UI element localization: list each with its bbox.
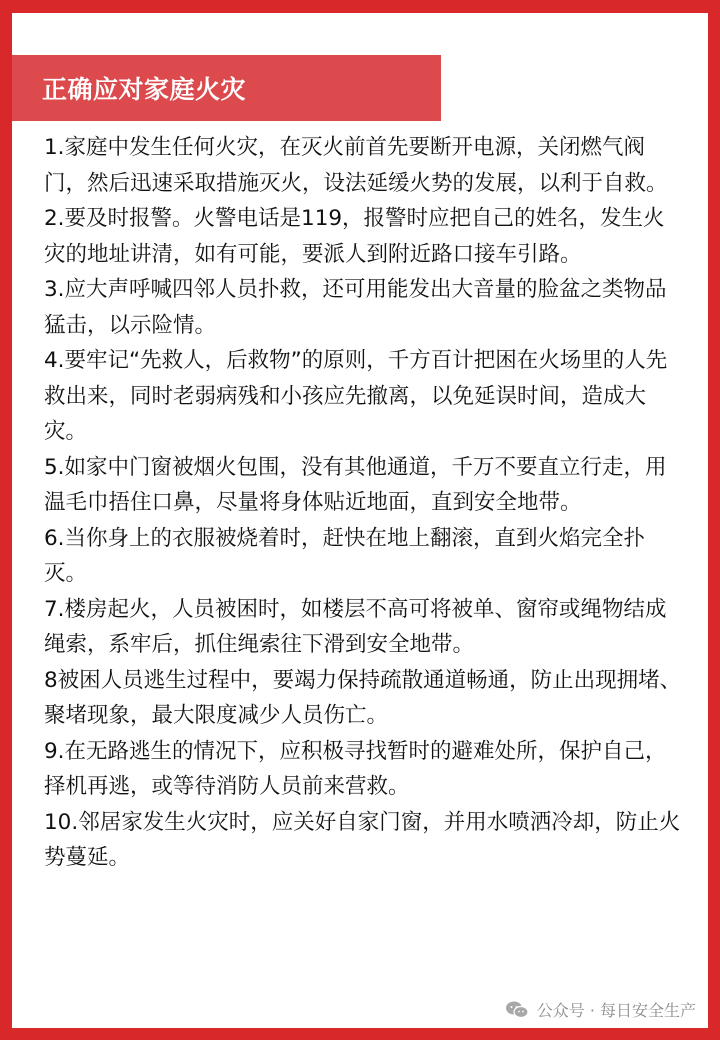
page-title: 正确应对家庭火灾 [42, 75, 247, 104]
title-banner [12, 55, 441, 121]
wechat-icon [505, 1000, 529, 1020]
watermark-text: 公众号 · 每日安全生产 [536, 1001, 696, 1020]
tip-item-3: 3.应大声呼喊四邻人员扑救，还可用能发出大音量的脸盆之类物品猛击，以示险情。 [44, 277, 667, 338]
watermark [505, 998, 696, 1021]
tip-item-6: 6.当你身上的衣服被烧着时，赶快在地上翻滚，直到火焰完全扑灭。 [44, 525, 646, 586]
tip-item-2: 2.要及时报警。火警电话是119，报警时应把自己的姓名，发生火灾的地址讲清，如有可能，要派人到附近路口接车引路。 [44, 206, 665, 267]
tip-item-8: 8被困人员逃生过程中，要竭力保持疏散通道畅通，防止出现拥堵、聚堵现象，最大限度减少人员伤亡。 [44, 667, 682, 728]
tip-item-10: 10.邻居家发生火灾时，应关好自家门窗，并用水喷洒冷却，防止火势蔓延。 [44, 809, 681, 870]
tip-item-4: 4.要牢记“先救人，后救物”的原则，千方百计把困在火场里的人先救出来，同时老弱病残和小孩应先撤离，以免延误时间，造成大灾。 [44, 348, 668, 444]
tip-item-5: 5.如家中门窗被烟火包围，没有其他通道，千万不要直立行走，用温毛巾捂住口鼻，尽量将身体贴近地面，直到安全地带。 [44, 454, 667, 515]
tip-item-7: 7.楼房起火，人员被困时，如楼层不高可将被单、窗帘或绳物结成绳索，系牢后，抓住绳索往下滑到安全地带。 [44, 596, 667, 657]
tip-item-9: 9.在无路逃生的情况下，应积极寻找暂时的避难处所，保护自己，择机再逃，或等待消防人员前来营救。 [44, 738, 667, 799]
tips-list [44, 130, 684, 876]
tip-item-1: 1.家庭中发生任何火灾，在灭火前首先要断开电源，关闭燃气阀门，然后迅速采取措施灭火，设法延缓火势的发展，以利于自救。 [44, 135, 668, 196]
